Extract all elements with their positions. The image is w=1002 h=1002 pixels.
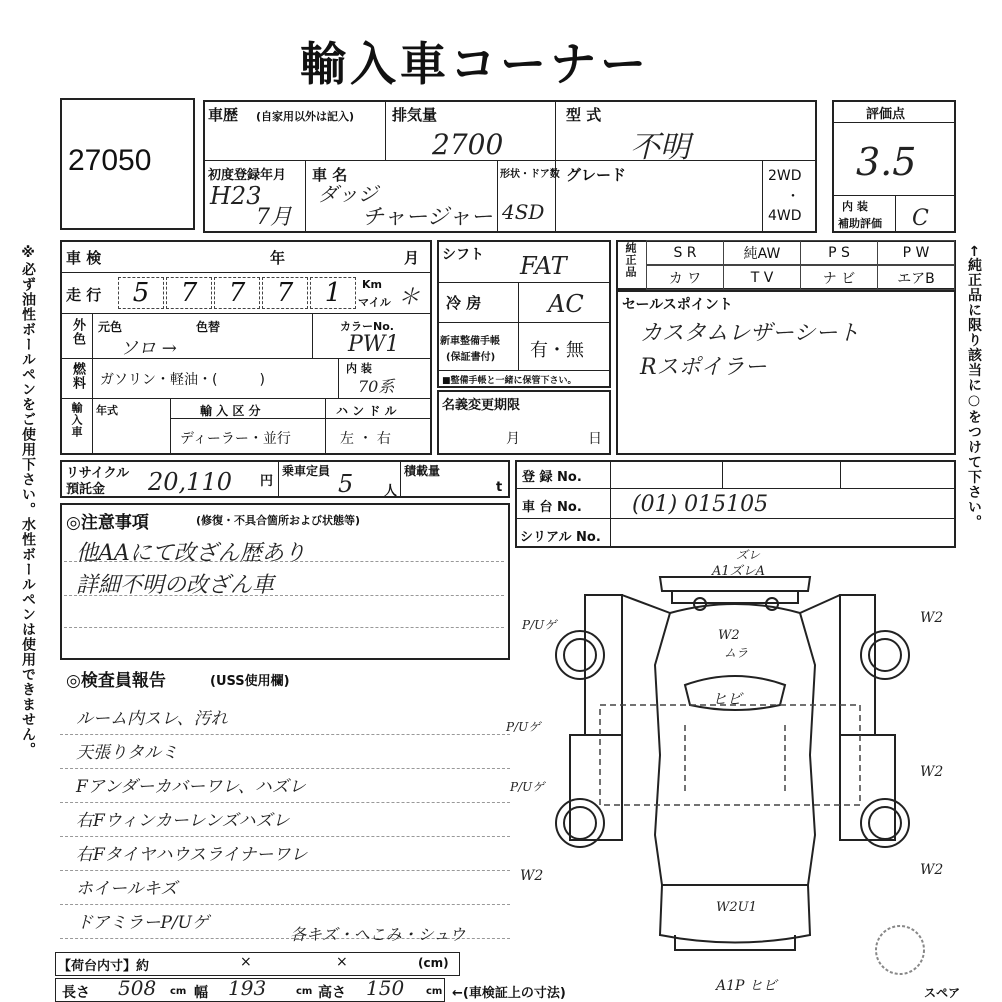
model-type-value: 不明 (630, 130, 690, 165)
fuel-label: 燃料 (70, 362, 85, 390)
equipment-item: S R (646, 240, 724, 265)
inspection-year: 年 (270, 249, 286, 267)
caution-line2: 詳細不明の改ざん車 (76, 573, 275, 598)
mileage-mark: ＊ (398, 285, 421, 310)
length-label: 長さ (62, 985, 90, 1001)
car-name-line2: チャージャー (362, 205, 493, 230)
equipment-item: T V (723, 265, 801, 290)
equipment-item: 純AW (723, 240, 801, 265)
width-value: 193 (228, 976, 267, 1000)
recycle-label-1: リサイクル (66, 466, 130, 481)
displacement-label: 排気量 (392, 106, 438, 124)
mileage-digit: 7 (214, 277, 260, 309)
manual-label-1: 新車整備手帳 (440, 336, 500, 347)
diagram-right-front: W2 (920, 610, 944, 626)
diagram-bottom: A1P ヒビ (716, 978, 777, 994)
mileage-label: 走 行 (66, 286, 102, 304)
diagram-left-rear-quarter: P/Uゲ (510, 780, 545, 794)
serial-no-label: シリアル No. (520, 530, 601, 545)
grade-label: グレード (566, 166, 627, 184)
fuel-options: ガソリン・軽油・( ) (100, 372, 265, 388)
exterior-color-value: ソロ → (120, 338, 177, 359)
diagram-hood: W2 (718, 628, 740, 643)
equipment-item: P S (800, 240, 878, 265)
diagram-windshield: ヒビ (712, 690, 743, 708)
diagram-trunk: W2U1 (716, 900, 757, 915)
first-registration-month: 7月 (256, 205, 292, 230)
shape-door-value: 4SD (502, 200, 545, 224)
exterior-color-change: 色替 (196, 320, 221, 334)
lot-number: 27050 (68, 144, 152, 177)
mileage-unit-km: Km (362, 278, 382, 291)
height-value: 150 (366, 976, 405, 1000)
inspection-month: 月 (404, 249, 420, 267)
exterior-color-orig: 元色 (98, 320, 123, 334)
height-label: 高さ (318, 985, 346, 1001)
manual-label-2: (保証書付) (446, 352, 496, 363)
import-label: 輸入車 (70, 402, 83, 438)
inspector-line: ドアミラーP/Uゲ (76, 913, 209, 933)
recycle-label-2: 預託金 (66, 482, 106, 497)
sales-point-label: セールスポイント (622, 297, 733, 313)
car-name-line1: ダッジ (318, 182, 378, 206)
diagram-right-mid: W2 (920, 764, 944, 780)
caution-label: ◎注意事項 (66, 513, 149, 533)
capacity-value: 5 (338, 470, 354, 498)
mileage-unit-mile: マイル (358, 296, 391, 309)
drive-sep: ・ (786, 189, 800, 205)
chassis-no-value: (01) 015105 (632, 492, 769, 517)
shift-label: シフト (442, 247, 484, 263)
handle-label: ハ ン ド ル (336, 404, 397, 418)
caution-line1: 他AAにて改ざん歴あり (76, 541, 306, 566)
equipment-item: エアB (877, 265, 955, 290)
import-year-label: 年式 (96, 404, 118, 417)
inspector-sublabel: (USS使用欄) (210, 674, 290, 689)
car-name-label: 車 名 (312, 166, 348, 184)
length-value: 508 (118, 976, 157, 1000)
chassis-no-label: 車 台 No. (522, 500, 582, 515)
diagram-left-rear-door: P/Uゲ (506, 720, 541, 734)
inspector-line: 天張りタルミ (76, 743, 178, 763)
length-unit: cm (170, 986, 187, 997)
inspector-line: ルーム内スレ、汚れ (76, 709, 228, 729)
color-no-value: PW1 (348, 332, 400, 357)
model-type-label: 型 式 (566, 106, 602, 124)
page-title: 輸入車コーナー (300, 37, 650, 91)
shift-value: FAT (520, 252, 567, 280)
height-unit: cm (426, 986, 443, 997)
width-unit: cm (296, 986, 313, 997)
manual-note: ■整備手帳と一緒に保管下さい。 (442, 376, 577, 386)
exterior-color-label: 外色 (70, 318, 85, 346)
equipment-item: カ ワ (646, 265, 724, 290)
sales-point-line1: カスタムレザーシート (640, 321, 860, 346)
interior-label-bottom: 補助評価 (838, 217, 882, 230)
inspector-line: 右Fタイヤハウスライナーワレ (76, 845, 308, 865)
diagram-right-rear: W2 (920, 862, 944, 878)
first-registration-label: 初度登録年月 (208, 168, 287, 183)
name-change-month: 月 (506, 431, 520, 447)
cargo-x2: × (336, 954, 348, 970)
load-label: 積載量 (404, 464, 441, 478)
diagram-top1: ズレ (736, 548, 761, 562)
history-label: 車歴 (208, 106, 239, 124)
cargo-x1: × (240, 954, 252, 970)
side-note-left: ※必ず油性ボールペンをご使用下さい。水性ボールペンは使用できません。 (20, 245, 36, 757)
import-category-value: ディーラー・並行 (180, 431, 291, 447)
equipment-label: 純正品 (624, 242, 637, 278)
width-label: 幅 (194, 985, 208, 1001)
import-category-label: 輸 入 区 分 (200, 404, 261, 418)
name-change-label: 名義変更期限 (442, 398, 521, 413)
registration-no-label: 登 録 No. (522, 470, 582, 485)
recycle-unit: 円 (260, 474, 274, 489)
score-label: 評価点 (866, 107, 906, 122)
displacement-value: 2700 (432, 128, 504, 161)
capacity-label: 乗車定員 (282, 464, 331, 478)
equipment-grid (646, 240, 956, 290)
shape-door-label: 形状・ドア数 (500, 169, 560, 180)
mileage-digit: 7 (166, 277, 212, 309)
inspector-line: 右Fウィンカーレンズハズレ (76, 811, 290, 831)
dimensions-note: ←(車検証上の寸法) (452, 986, 566, 1001)
aircon-label: 冷 房 (446, 294, 482, 312)
inspection-label: 車 検 (66, 249, 102, 267)
score-value: 3.5 (856, 140, 917, 184)
capacity-unit: 人 (384, 484, 398, 499)
drive-4wd: 4WD (768, 208, 802, 224)
caution-sublabel: (修復・不具合箇所および状態等) (196, 514, 361, 527)
inspector-label: ◎検査員報告 (66, 671, 166, 691)
diagram-spare: スペア (924, 986, 961, 1000)
mileage-digit: 1 (310, 277, 356, 309)
side-note-right: ←純正品に限り該当に○をつけて下さい。 (966, 245, 982, 530)
lot-number-box (60, 98, 195, 230)
history-sublabel: (自家用以外は記入) (256, 110, 355, 123)
cargo-unit: (cm) (418, 956, 449, 970)
inspector-extra: 各キズ・へこみ・シュウ (290, 925, 466, 944)
diagram-left-front-door: P/Uゲ (522, 618, 557, 632)
sales-point-line2: Rスポイラー (640, 355, 767, 380)
interior-label-top: 内 装 (842, 200, 868, 213)
load-unit: t (496, 480, 503, 495)
diagram-left-bottom: W2 (520, 868, 544, 884)
fuel-interior-label: 内 装 (346, 362, 372, 375)
diagram-top2: A1ズレA (712, 564, 766, 579)
interior-value: C (912, 206, 929, 231)
diagram-hood2: ムラ (724, 646, 749, 660)
car-diagram (510, 555, 950, 995)
handle-value: 左 ・ 右 (340, 431, 391, 447)
mileage-digit: 7 (262, 277, 308, 309)
inspector-line: ホイールキズ (76, 879, 178, 899)
recycle-value: 20,110 (148, 468, 232, 496)
drive-2wd: 2WD (768, 168, 802, 184)
color-no-label: カラーNo. (340, 320, 394, 333)
mileage-digits (118, 277, 358, 309)
inspector-line: Fアンダーカバーワレ、ハズレ (76, 777, 306, 797)
first-registration-year: H23 (210, 182, 262, 210)
name-change-day: 日 (588, 431, 602, 447)
cargo-label: 【荷台内寸】約 (58, 959, 150, 974)
equipment-item: P W (877, 240, 955, 265)
aircon-value: AC (548, 290, 584, 318)
fuel-interior-value: 70系 (358, 377, 395, 396)
equipment-item: ナ ビ (800, 265, 878, 290)
mileage-digit: 5 (118, 277, 164, 309)
manual-value: 有・無 (530, 340, 584, 361)
